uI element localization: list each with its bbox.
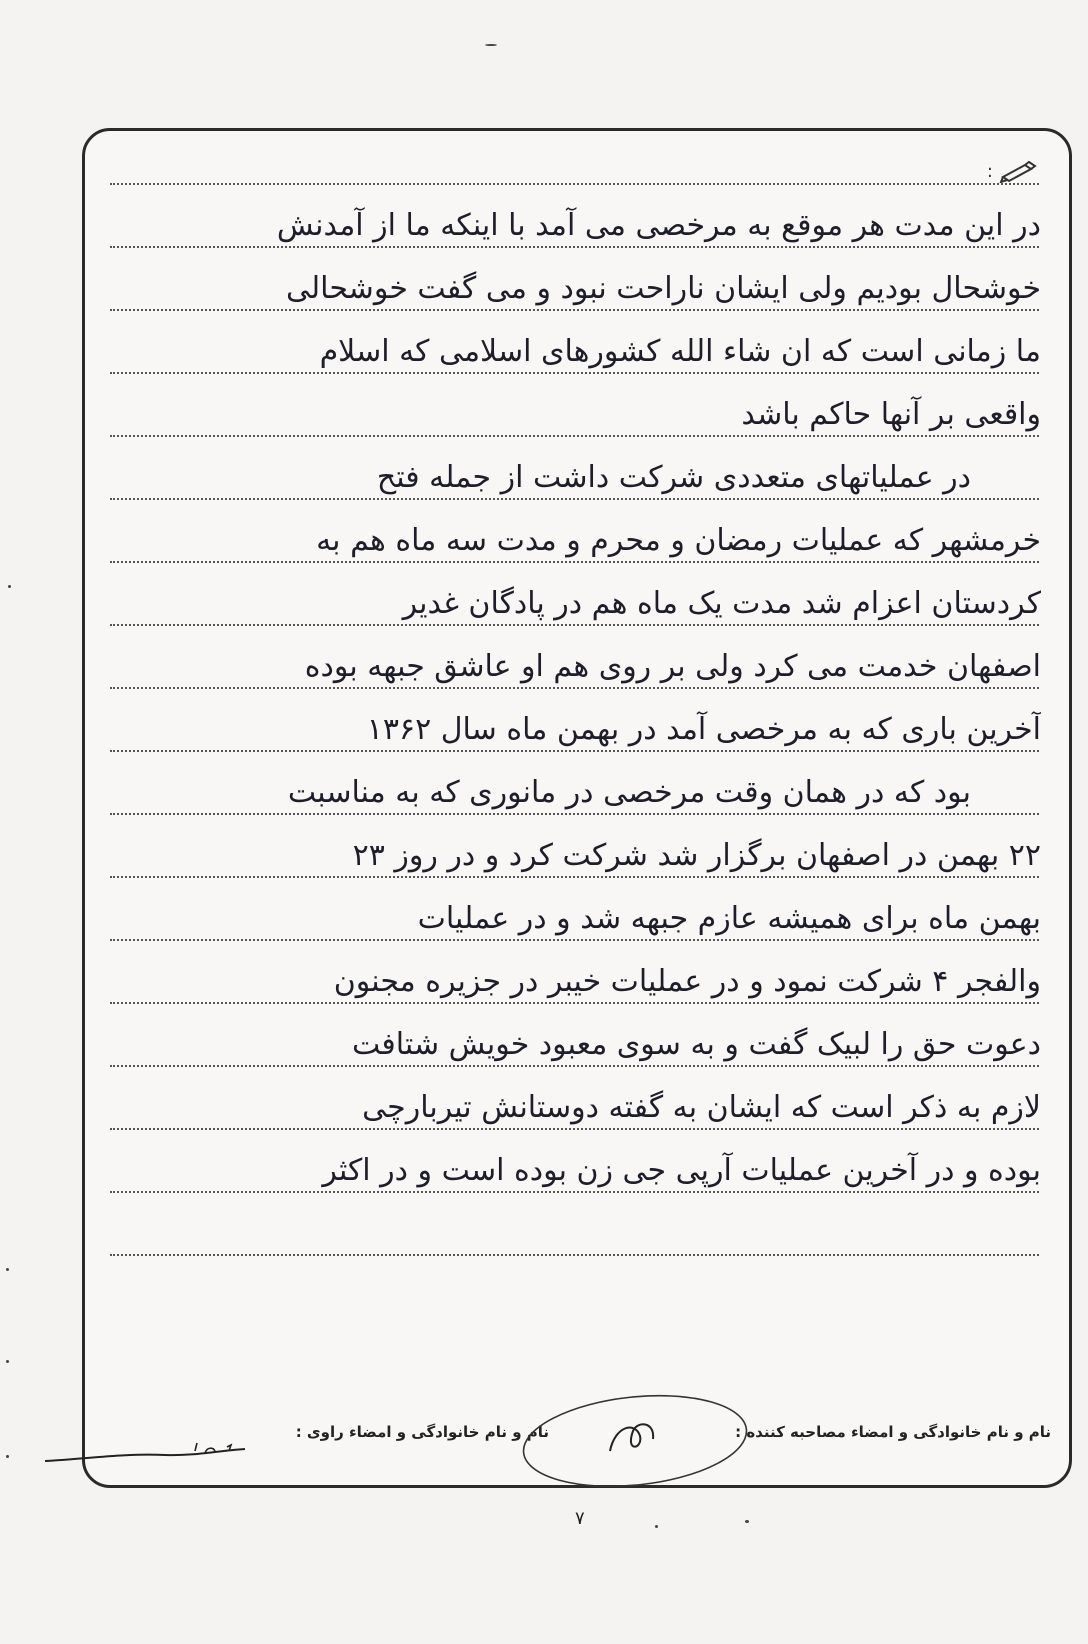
ruled-line <box>110 876 1039 878</box>
ruled-line <box>110 1002 1039 1004</box>
ruled-line <box>110 435 1039 437</box>
ruled-line <box>110 372 1039 374</box>
text-line: لازم به ذکر است که ایشان به گفته دوستانش تیربارچی <box>362 1090 1041 1125</box>
text-line: خرمشهر که عملیات رمضان و محرم و مدت سه ماه هم به <box>316 523 1041 558</box>
ruled-line <box>110 1128 1039 1130</box>
ruled-line <box>110 561 1039 563</box>
ruled-line <box>110 309 1039 311</box>
text-line: در عملیاتهای متعددی شرکت داشت از جمله فتح <box>376 460 971 495</box>
page-number: ۷ <box>575 1508 585 1529</box>
text-line: خوشحال بودیم ولی ایشان ناراحت نبود و می گفت خوشحالی <box>286 271 1041 306</box>
ruled-line <box>110 1254 1039 1256</box>
pen-colon: : <box>986 161 993 182</box>
text-line: اصفهان خدمت می کرد ولی بر روی هم او عاشق جبهه بوده <box>304 649 1041 684</box>
text-line: دعوت حق را لبیک گفت و به سوی معبود خویش شتافت <box>351 1027 1041 1062</box>
narrator-signature-label: نام و نام خانوادگی و امضاء راوی : <box>295 1423 549 1441</box>
ruled-line <box>110 939 1039 941</box>
interviewer-signature-label: نام و نام خانوادگی و امضاء مصاحبه کننده : <box>735 1423 1051 1441</box>
text-line: ما زمانی است که ان شاء الله کشورهای اسلامی که اسلام <box>319 334 1041 369</box>
form-frame <box>82 128 1072 1488</box>
text-line: بهمن ماه برای همیشه عازم جبهه شد و در عملیات <box>417 901 1041 936</box>
ruled-line <box>110 1065 1039 1067</box>
signature-footer <box>85 1411 1069 1481</box>
pen-icon <box>999 159 1039 183</box>
text-line: واقعی بر آنها حاکم باشد <box>741 397 1041 432</box>
ruled-line <box>110 750 1039 752</box>
ruled-line <box>110 624 1039 626</box>
narrator-signature <box>45 1441 265 1471</box>
text-line: در این مدت هر موقع به مرخصی می آمد با اینکه ما از آمدنش <box>276 208 1041 243</box>
ruled-line <box>110 498 1039 500</box>
text-line: ۲۲ بهمن در اصفهان برگزار شد شرکت کرد و در روز ۲۳ <box>352 838 1041 873</box>
ruled-line <box>110 687 1039 689</box>
text-line: بود که در همان وقت مرخصی در مانوری که به مناسبت <box>287 775 971 810</box>
ruled-line <box>110 246 1039 248</box>
ruled-line <box>110 813 1039 815</box>
text-line: آخرین باری که به مرخصی آمد در بهمن ماه سال ۱۳۶۲ <box>366 712 1041 747</box>
text-line: بوده و در آخرین عملیات آرپی جی زن بوده است و در اکثر <box>322 1153 1041 1188</box>
text-line: والفجر ۴ شرکت نمود و در عملیات خیبر در جزیره مجنون <box>333 964 1041 999</box>
ruled-line <box>110 1191 1039 1193</box>
ruled-line <box>110 183 1039 185</box>
interviewer-signature <box>515 1391 755 1501</box>
text-line: کردستان اعزام شد مدت یک ماه هم در پادگان غدیر <box>402 586 1041 621</box>
